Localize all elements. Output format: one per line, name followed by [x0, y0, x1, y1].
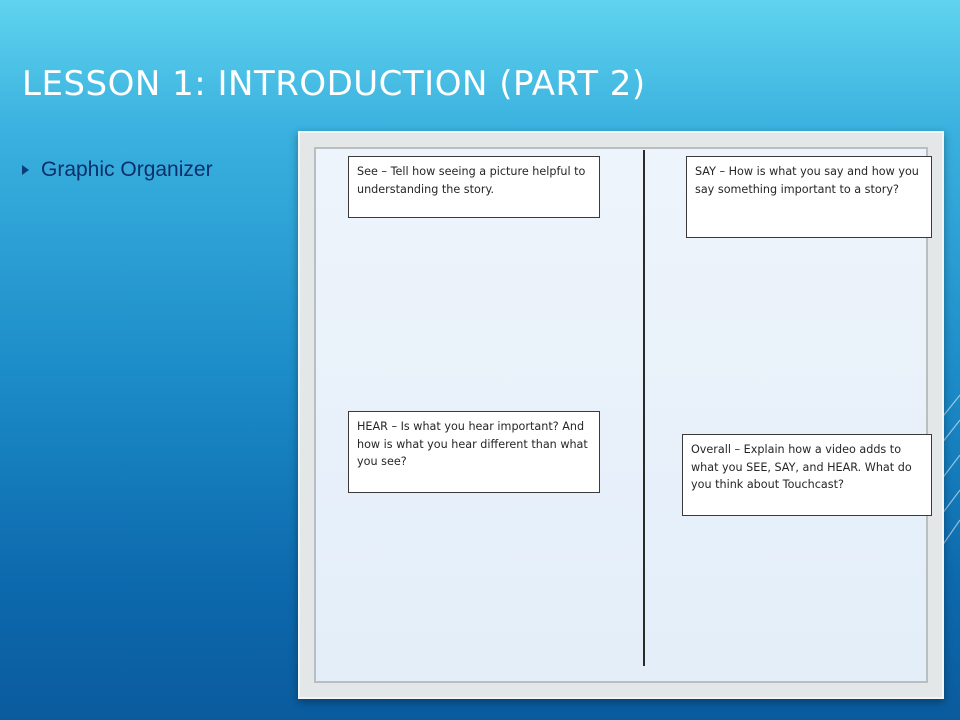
bullet-item	[22, 158, 213, 182]
center-divider	[643, 150, 645, 666]
organizer-canvas	[314, 147, 928, 683]
bullet-text: Graphic Organizer	[41, 158, 213, 181]
bullet-arrow-icon	[22, 165, 29, 175]
hear-prompt-box: HEAR – Is what you hear important? And how is what you hear different than what you see?	[348, 411, 600, 493]
see-prompt-box: See – Tell how seeing a picture helpful to understanding the story.	[348, 156, 600, 218]
slide-title: LESSON 1: INTRODUCTION (PART 2)	[22, 64, 646, 104]
graphic-organizer-image	[298, 131, 944, 699]
say-prompt-box: SAY – How is what you say and how you say something important to a story?	[686, 156, 932, 238]
overall-prompt-box: Overall – Explain how a video adds to what you SEE, SAY, and HEAR. What do you think about Touchcast?	[682, 434, 932, 516]
